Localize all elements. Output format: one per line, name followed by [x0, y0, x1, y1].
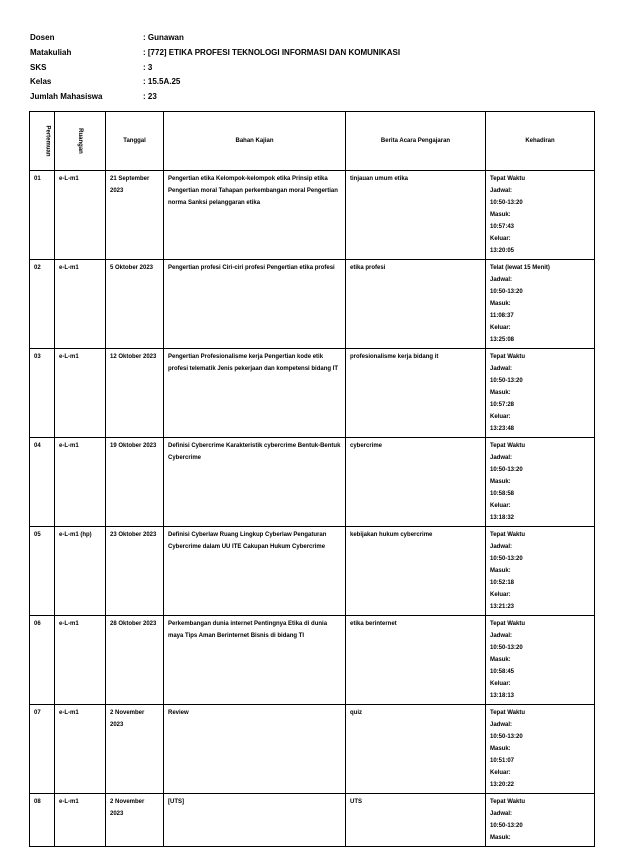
table-row	[30, 260, 595, 349]
jumlah-mahasiswa-row	[30, 90, 400, 105]
sks-label: SKS	[30, 62, 47, 72]
cell-ruangan: e-L-m1	[55, 438, 106, 527]
jumlah-mahasiswa-value: : 23	[143, 92, 157, 102]
cell-tanggal: 5 Oktober 2023	[106, 260, 164, 349]
cell-berita-acara: etika profesi	[346, 260, 486, 349]
cell-tanggal: 28 Oktober 2023	[106, 616, 164, 705]
matakuliah-value: : [772] ETIKA PROFESI TEKNOLOGI INFORMASI DAN KOMUNIKASI	[143, 47, 401, 57]
cell-berita-acara: quiz	[346, 705, 486, 794]
cell-ruangan: e-L-m1	[55, 794, 106, 847]
cell-berita-acara: cybercrime	[346, 438, 486, 527]
cell-tanggal: 2 November 2023	[106, 794, 164, 847]
cell-kehadiran: Tepat Waktu Jadwal: 10:50-13:20 Masuk: 10:58:45 Keluar: 13:18:13	[486, 616, 595, 705]
cell-bahan-kajian: Definisi Cyberlaw Ruang Lingkup Cyberlaw Pengaturan Cybercrime dalam UU ITE Cakupan Hukum Cybercrime	[164, 527, 346, 616]
cell-pertemuan: 02	[30, 260, 55, 349]
cell-tanggal: 2 November 2023	[106, 705, 164, 794]
table-row	[30, 438, 595, 527]
cell-tanggal: 12 Oktober 2023	[106, 349, 164, 438]
cell-bahan-kajian: [UTS]	[164, 794, 346, 847]
cell-kehadiran: Tepat Waktu Jadwal: 10:50-13:20 Masuk: 10:57:43 Keluar: 13:20:05	[486, 171, 595, 260]
cell-pertemuan: 01	[30, 171, 55, 260]
cell-kehadiran: Tepat Waktu Jadwal: 10:50-13:20 Masuk: 10:58:58 Keluar: 13:18:32	[486, 438, 595, 527]
cell-kehadiran: Tepat Waktu Jadwal: 10:50-13:20 Masuk: 10:52:18 Keluar: 13:21:23	[486, 527, 595, 616]
col-header-ruangan: Ruangan	[55, 112, 106, 171]
cell-pertemuan: 07	[30, 705, 55, 794]
table-row	[30, 349, 595, 438]
dosen-value: : Gunawan	[143, 33, 184, 42]
cell-berita-acara: etika berinternet	[346, 616, 486, 705]
cell-bahan-kajian: Review	[164, 705, 346, 794]
dosen-label: Dosen	[30, 33, 55, 42]
sks-value: : 3	[143, 62, 153, 72]
table-header-row	[30, 112, 595, 171]
table-row	[30, 171, 595, 260]
col-header-berita-acara: Berita Acara Pengajaran	[346, 112, 486, 171]
col-header-tanggal: Tanggal	[106, 112, 164, 171]
cell-pertemuan: 06	[30, 616, 55, 705]
cell-bahan-kajian: Pengertian profesi Ciri-ciri profesi Pengertian etika profesi	[164, 260, 346, 349]
cell-bahan-kajian: Perkembangan dunia internet Pentingnya Etika di dunia maya Tips Aman Berinternet Bisnis di bidang TI	[164, 616, 346, 705]
col-header-bahan-kajian: Bahan Kajian	[164, 112, 346, 171]
table-row	[30, 794, 595, 847]
cell-berita-acara: UTS	[346, 794, 486, 847]
matakuliah-label: Matakuliah	[30, 47, 72, 57]
table-row	[30, 705, 595, 794]
cell-ruangan: e-L-m1	[55, 705, 106, 794]
cell-ruangan: e-L-m1 (hp)	[55, 527, 106, 616]
kelas-label: Kelas	[30, 77, 52, 87]
dosen-row	[30, 31, 400, 46]
cell-tanggal: 19 Oktober 2023	[106, 438, 164, 527]
cell-ruangan: e-L-m1	[55, 349, 106, 438]
cell-pertemuan: 03	[30, 349, 55, 438]
jumlah-mahasiswa-label: Jumlah Mahasiswa	[30, 92, 103, 102]
matakuliah-row	[30, 46, 400, 61]
cell-pertemuan: 05	[30, 527, 55, 616]
cell-bahan-kajian: Pengertian Profesionalisme kerja Pengertian kode etik profesi telematik Jenis pekerjaan dan kompetensi bidang IT	[164, 349, 346, 438]
cell-bahan-kajian: Definisi Cybercrime Karakteristik cybercrime Bentuk-Bentuk Cybercrime	[164, 438, 346, 527]
cell-pertemuan: 04	[30, 438, 55, 527]
cell-kehadiran: Tepat Waktu Jadwal: 10:50-13:20 Masuk:	[486, 794, 595, 847]
cell-berita-acara: tinjauan umum etika	[346, 171, 486, 260]
table-row	[30, 616, 595, 705]
cell-ruangan: e-L-m1	[55, 616, 106, 705]
course-info	[30, 31, 400, 105]
attendance-table	[29, 111, 595, 847]
cell-kehadiran: Tepat Waktu Jadwal: 10:50-13:20 Masuk: 10:51:07 Keluar: 13:20:22	[486, 705, 595, 794]
kelas-value: : 15.5A.25	[143, 77, 181, 87]
cell-kehadiran: Tepat Waktu Jadwal: 10:50-13:20 Masuk: 10:57:28 Keluar: 13:23:48	[486, 349, 595, 438]
sks-row	[30, 61, 400, 76]
cell-bahan-kajian: Pengertian etika Kelompok-kelompok etika Prinsip etika Pengertian moral Tahapan perkembangan moral Pengertian norma Sanksi pelanggaran etika	[164, 171, 346, 260]
cell-tanggal: 23 Oktober 2023	[106, 527, 164, 616]
cell-ruangan: e-L-m1	[55, 171, 106, 260]
col-header-pertemuan: Pertemuan	[30, 112, 55, 171]
kelas-row	[30, 75, 400, 90]
cell-pertemuan: 08	[30, 794, 55, 847]
table-row	[30, 527, 595, 616]
col-header-kehadiran: Kehadiran	[486, 112, 595, 171]
cell-berita-acara: profesionalisme kerja bidang it	[346, 349, 486, 438]
cell-tanggal: 21 September 2023	[106, 171, 164, 260]
cell-kehadiran: Telat (lewat 15 Menit) Jadwal: 10:50-13:20 Masuk: 11:08:37 Keluar: 13:25:08	[486, 260, 595, 349]
cell-berita-acara: kebijakan hukum cybercrime	[346, 527, 486, 616]
cell-ruangan: e-L-m1	[55, 260, 106, 349]
